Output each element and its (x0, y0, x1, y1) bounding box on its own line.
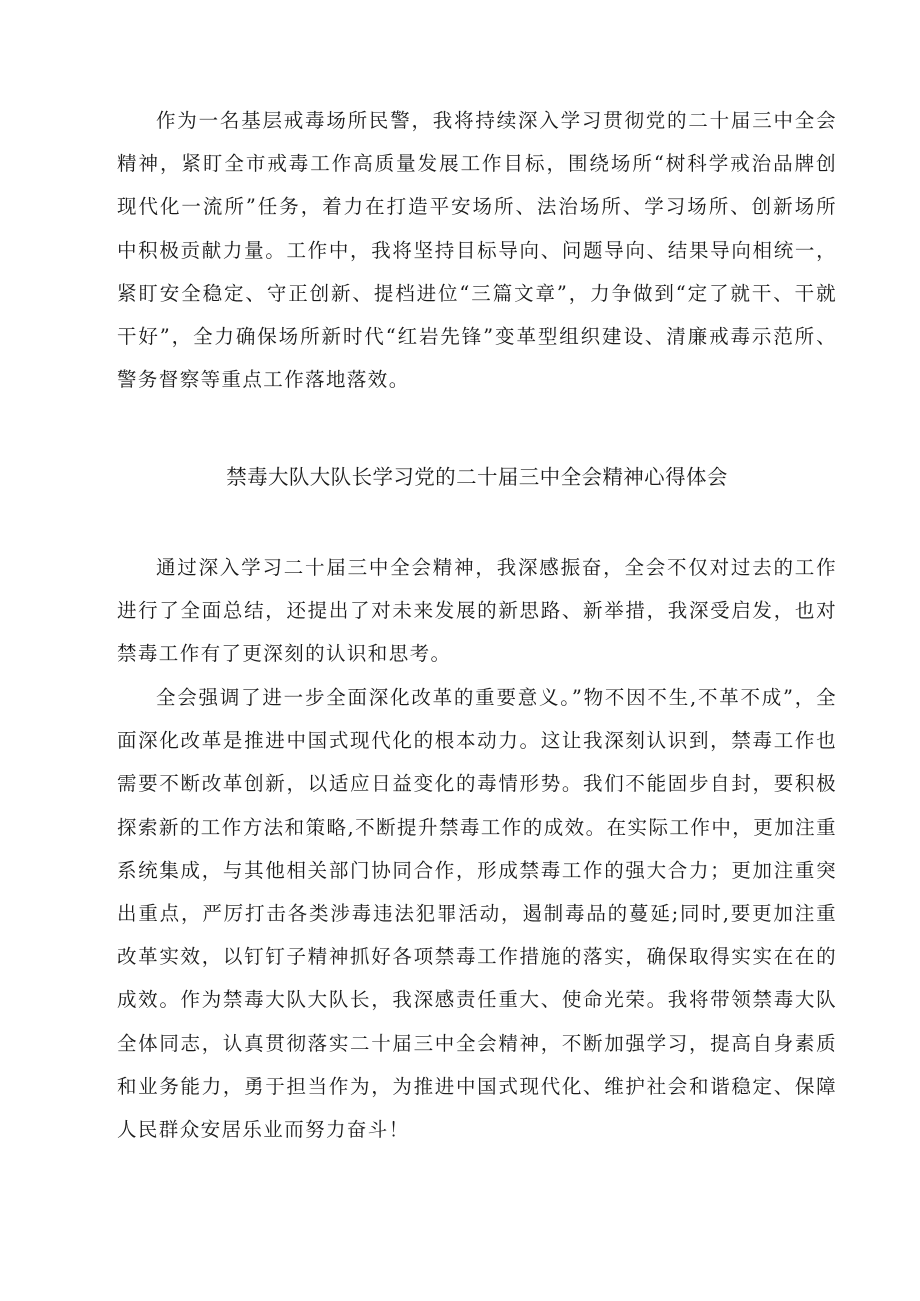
section-title: 禁毒大队大队长学习党的二十届三中全会精神心得体会 (226, 465, 728, 489)
body-paragraph: 全会强调了进一步全面深化改革的重要意义。”物不因不生,不革不成”，全面深化改革是推进中国式现代化的根本动力。这让我深刻认识到，禁毒工作也需要不断改革创新，以适应日益变化的毒情形势。我们不能固步自封，要积极探索新的工作方法和策略,不断提升禁毒工作的成效。在实际工作中，更加注重系统集成，与其他相关部门协同合作，形成禁毒工作的强大合力；更加注重突出重点，严厉打击各类涉毒违法犯罪活动，遏制毒品的蔓延;同时,要更加注重改革实效，以钉钉子精神抓好各项禁毒工作措施的落实，确保取得实实在在的成效。作为禁毒大队大队长，我深感责任重大、使命光荣。我将带领禁毒大队全体同志，认真贯彻落实二十届三中全会精神，不断加强学习，提高自身素质和业务能力，勇于担当作为，为推进中国式现代化、维护社会和谐稳定、保障人民群众安居乐业而努力奋斗！ (117, 686, 837, 1142)
body-paragraph: 通过深入学习二十届三中全会精神，我深感振奋，全会不仅对过去的工作进行了全面总结，还提出了对未来发展的新思路、新举措，我深受启发，也对禁毒工作有了更深刻的认识和思考。 (117, 556, 837, 666)
body-paragraph: 作为一名基层戒毒场所民警，我将持续深入学习贯彻党的二十届三中全会精神，紧盯全市戒毒工作高质量发展工作目标，围绕场所“树科学戒治品牌创现代化一流所”任务，着力在打造平安场所、法治场所、学习场所、创新场所中积极贡献力量。工作中，我将坚持目标导向、问题导向、结果导向相统一，紧盯安全稳定、守正创新、提档进位“三篇文章”，力争做到“定了就干、干就干好”，全力确保场所新时代“红岩先锋”变革型组织建设、清廉戒毒示范所、警务督察等重点工作落地落效。 (117, 109, 837, 392)
